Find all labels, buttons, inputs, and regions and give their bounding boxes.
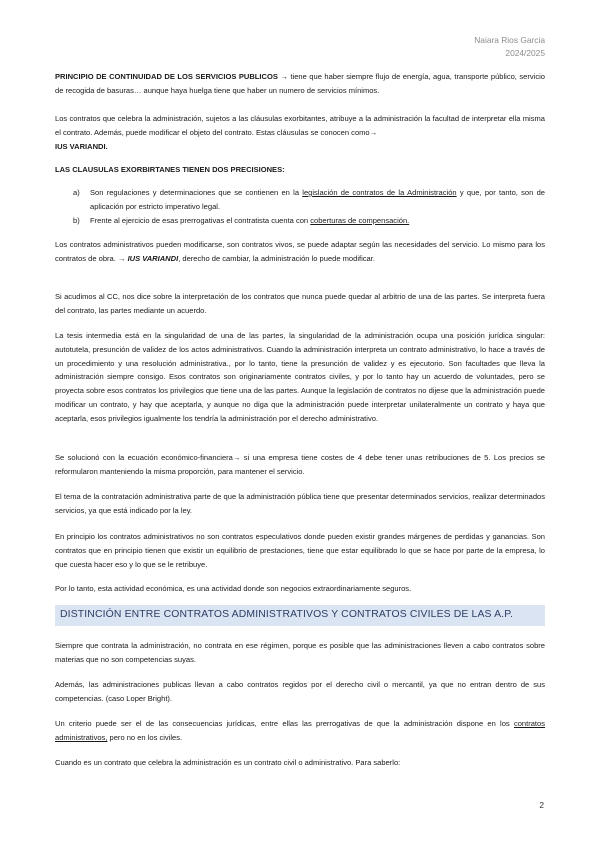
- paragraph-civil-mercantile: Además, las administraciones publicas llevan a cabo contratos regidos por el derecho civil o mercantil, ya que no entran dentro de sus competencias. (caso Loper Bright).: [55, 680, 545, 703]
- page-number: 2: [539, 800, 544, 810]
- academic-year: 2024/2025: [505, 48, 545, 58]
- modification-text-end: , derecho de cambiar, la administración lo puede modificar.: [178, 253, 375, 263]
- section-heading-band: [55, 605, 545, 626]
- list-text-end: y que, por tanto, son de aplicación por estricto imperativo legal.: [90, 188, 545, 211]
- list-marker: b): [73, 216, 80, 225]
- paragraph-continuity-principle: [55, 70, 545, 98]
- underlined-term-legislation: legislación de contratos de la Administración: [302, 188, 457, 197]
- paragraph-intermediate-thesis: La tesis intermedia está en la singularidad de una de las partes, la singularidad de la administración ocupa una posición jurídica singular: autotutela, presunción de validez de los actos administrativos. Cuando la administración interpreta un contrato administrativo, lo hace a través de un procedimiento y una resolución administrativa., por lo tanto, tiene la presunción de validez y es ejecutorio. Son facultades que lleva la administración siempre consigo. Esos contratos son originariamente contratos civiles, y por lo tanto hay un acuerdo de voluntades, pero se proyecta sobre esos contratos los privilegios que tiene una de las partes. Aunque la legislación de contratos no dijese que la administración puede modificar un contrato, y hay que aceptarla, y aunque no diga que la administración puede interpretar unilateralmente un contrato y haya que aceptarla, esos privilegios igualmente los tendría la administración por el derecho administrativo.: [55, 331, 545, 423]
- heading-two-precisions: LAS CLAUSULAS EXORBIRTANES TIENEN DOS PRECISIONES:: [55, 165, 285, 174]
- paragraph-exorbitant-clauses: [55, 112, 545, 153]
- term-ius-variandi: IUS VARIANDI.: [55, 141, 108, 151]
- criterion-text-end: pero no en los civiles.: [107, 732, 183, 742]
- paragraph-safe-business: Por lo tanto, esta actividad económica, es una actividad donde son negocios extraordinariamente seguros.: [55, 584, 412, 593]
- term-ius-variandi-italic: IUS VARIANDI: [127, 253, 179, 263]
- exorbitant-clauses-text: Los contratos que celebra la administración, sujetos a las cláusulas exorbitantes, atribuye a la administración la facultad de interpretar ella misma el contrato. Además, puede modificar el objeto del contrato. Estas cláusulas se conocen como→: [55, 114, 545, 137]
- continuity-explanation: → tiene que haber siempre flujo de energía, agua, transporte público, servicio de recogida de basuras… aunque haya huelga tiene que haber un numero de servicios mínimos.: [55, 72, 545, 95]
- paragraph-not-competences: Siempre que contrata la administración, no contrata en ese régimen, porque es posible que las administraciones lleven a cabo contratos sobre materias que no son competencias suyas.: [55, 641, 545, 664]
- page-header: [474, 34, 545, 60]
- paragraph-contracting-topic: El tema de la contratación administrativa parte de que la administración pública tiene que presentar determinados servicios, realizar determinados servicios, ya que está indicado por la ley.: [55, 492, 545, 515]
- underlined-term-administrative-contracts: contratos administrativos,: [55, 719, 545, 742]
- paragraph-civil-code: Si acudimos al CC, nos dice sobre la interpretación de los contratos que nunca puede quedar al arbitrio de una de las partes. Se interpreta fuera del contrato, las partes mediante un acuerdo.: [55, 292, 545, 315]
- paragraph-how-to-know: Cuando es un contrato que celebra la administración es un contrato civil o administrativo. Para saberlo:: [55, 758, 401, 767]
- underlined-term-compensation: coberturas de compensación.: [310, 216, 410, 225]
- section-title: DISTINCIÓN ENTRE CONTRATOS ADMINISTRATIVOS Y CONTRATOS CIVILES DE LAS A.P.: [60, 609, 513, 620]
- paragraph-non-speculative: En principio los contratos administrativos no son contratos especulativos donde pueden existir grandes márgenes de perdidas y ganancias. Son contratos que en principio tienen que existir un equilibrio de prestaciones, tiene que estar equilibrado lo que se hace por parte de la empresa, lo que cuesta hacer eso y lo que se le retribuye.: [55, 532, 545, 569]
- paragraph-criterion: [55, 717, 545, 745]
- modification-text: Los contratos administrativos pueden modificarse, son contratos vivos, se puede adaptar según las necesidades del servicio. Lo mismo para los contratos de obra. →: [55, 240, 545, 263]
- paragraph-modification: [55, 238, 545, 266]
- criterion-text: Un criterio puede ser el de las consecuencias jurídicas, entre ellas las prerrogativas de que la administración dispone en los: [55, 719, 514, 728]
- list-text: Son regulaciones y determinaciones que se contienen en la: [90, 188, 303, 197]
- paragraph-economic-equation: Se solucionó con la ecuación económico-financiera→ si una empresa tiene costes de 4 debe tener unas retribuciones de 5. Los precios se reformularon manteniendo la misma proporción, para mantener el servicio.: [55, 453, 545, 476]
- author-name: Naiara Rios Garcia: [474, 35, 545, 45]
- term-continuity-principle: PRINCIPIO DE CONTINUIDAD DE LOS SERVICIOS PUBLICOS: [55, 72, 278, 81]
- list-marker: a): [73, 188, 80, 197]
- list-text: Frente al ejercicio de esas prerrogativas el contratista cuenta con: [90, 216, 311, 225]
